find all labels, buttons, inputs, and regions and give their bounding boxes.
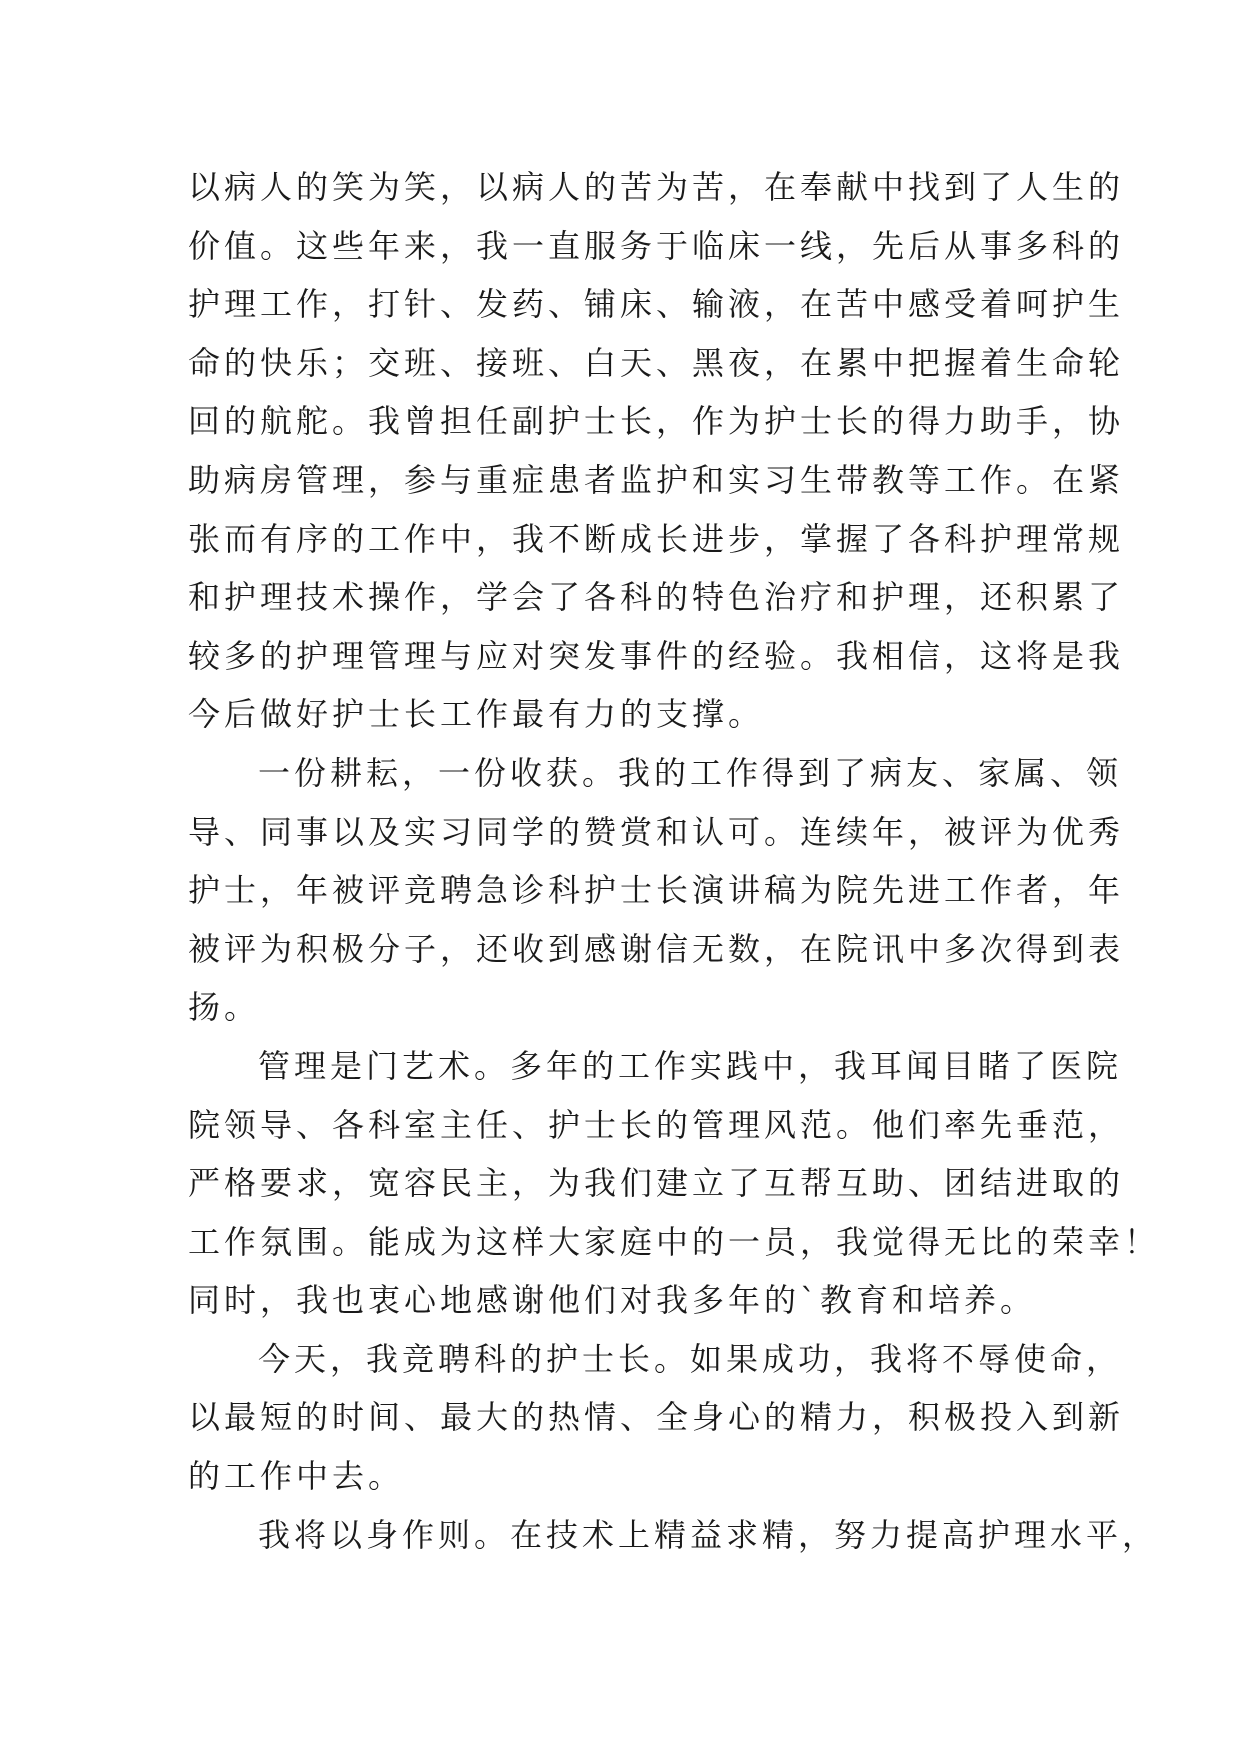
paragraph-first-line: 一份耕耘，一份收获。我的工作得到了病友、家属、领: [258, 753, 1123, 792]
text-line: 以病人的笑为笑，以病人的苦为苦，在奉献中找到了人生的: [188, 168, 1125, 206]
text-line: 张而有序的工作中，我不断成长进步，掌握了各科护理常规: [188, 519, 1125, 558]
text-line: 的工作中去。: [188, 1457, 405, 1496]
text-line: 导、同事以及实习同学的赞赏和认可。连续年，被评为优秀: [188, 812, 1125, 851]
text-line: 较多的护理管理与应对突发事件的经验。我相信，这将是我: [188, 636, 1125, 675]
text-line: 回的航舵。我曾担任副护士长，作为护士长的得力助手，协: [188, 402, 1125, 441]
paragraph-first-line: 我将以身作则。在技术上精益求精，努力提高护理水平，: [258, 1515, 1159, 1554]
text-line: 价值。这些年来，我一直服务于临床一线，先后从事多科的: [188, 226, 1125, 265]
text-line: 同时，我也衷心地感谢他们对我多年的`教育和培养。: [188, 1281, 1037, 1320]
text-line: 扬。: [188, 988, 261, 1027]
text-line: 被评为积极分子，还收到感谢信无数，在院讯中多次得到表: [188, 929, 1125, 968]
text-line: 护理工作，打针、发药、铺床、输液，在苦中感受着呵护生: [188, 285, 1125, 324]
text-line: 工作氛围。能成为这样大家庭中的一员，我觉得无比的荣幸！: [188, 1222, 1161, 1261]
text-line: 严格要求，宽容民主，为我们建立了互帮互助、团结进取的: [188, 1164, 1125, 1203]
text-line: 今后做好护士长工作最有力的支撑。: [188, 695, 765, 734]
paragraph-first-line: 今天，我竞聘科的护士长。如果成功，我将不辱使命，: [258, 1339, 1123, 1378]
text-line: 命的快乐；交班、接班、白天、黑夜，在累中把握着生命轮: [188, 343, 1125, 382]
document-body: [188, 158, 1161, 1564]
text-line: 以最短的时间、最大的热情、全身心的精力，积极投入到新: [188, 1398, 1125, 1437]
text-line: 护士，年被评竞聘急诊科护士长演讲稿为院先进工作者，年: [188, 871, 1125, 910]
text-line: 助病房管理，参与重症患者监护和实习生带教等工作。在紧: [188, 460, 1125, 499]
text-line: 和护理技术操作，学会了各科的特色治疗和护理，还积累了: [188, 578, 1125, 617]
text-line: 院领导、各科室主任、护士长的管理风范。他们率先垂范，: [188, 1105, 1125, 1144]
paragraph-first-line: 管理是门艺术。多年的工作实践中，我耳闻目睹了医院: [258, 1046, 1123, 1085]
